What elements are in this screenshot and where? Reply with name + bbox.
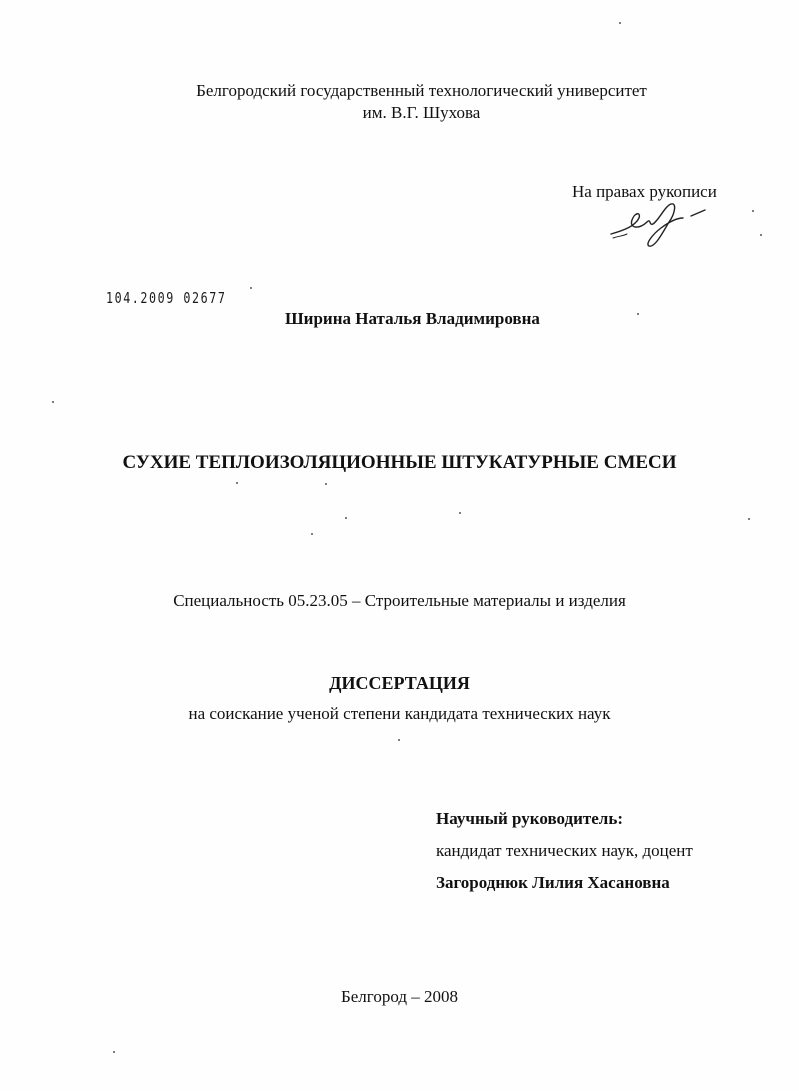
advisor-degree: кандидат технических наук, доцент <box>436 841 693 860</box>
advisor-name: Загороднюк Лилия Хасановна <box>436 873 670 892</box>
registration-stamp: 104.2009 02677 <box>106 289 227 307</box>
scan-speck <box>748 518 750 520</box>
scan-speck <box>459 512 461 514</box>
author-name: Ширина Наталья Владимировна <box>285 309 540 328</box>
university-name: Белгородский государственный технологический университет <box>196 81 647 100</box>
scan-speck <box>637 313 639 315</box>
scan-speck <box>250 287 252 289</box>
scan-speck <box>619 22 621 24</box>
city-year: Белгород – 2008 <box>341 987 458 1006</box>
handwritten-signature <box>605 196 715 252</box>
scan-speck <box>345 517 347 519</box>
scan-speck <box>760 234 762 236</box>
document-type-heading: ДИССЕРТАЦИЯ <box>329 673 470 693</box>
advisor-heading: Научный руководитель: <box>436 809 623 828</box>
scan-speck <box>113 1051 115 1053</box>
scan-speck <box>752 210 754 212</box>
scan-speck <box>325 483 327 485</box>
scan-speck <box>236 482 238 484</box>
dissertation-title: СУХИЕ ТЕПЛОИЗОЛЯЦИОННЫЕ ШТУКАТУРНЫЕ СМЕСИ <box>122 452 677 473</box>
scan-speck <box>311 533 313 535</box>
degree-description: на соискание ученой степени кандидата технических наук <box>188 704 611 723</box>
scan-speck <box>52 401 54 403</box>
scan-speck <box>398 739 400 741</box>
university-named-after: им. В.Г. Шухова <box>362 103 481 122</box>
specialty: Специальность 05.23.05 – Строительные материалы и изделия <box>173 591 626 610</box>
rights-note: На правах рукописи <box>572 182 717 201</box>
